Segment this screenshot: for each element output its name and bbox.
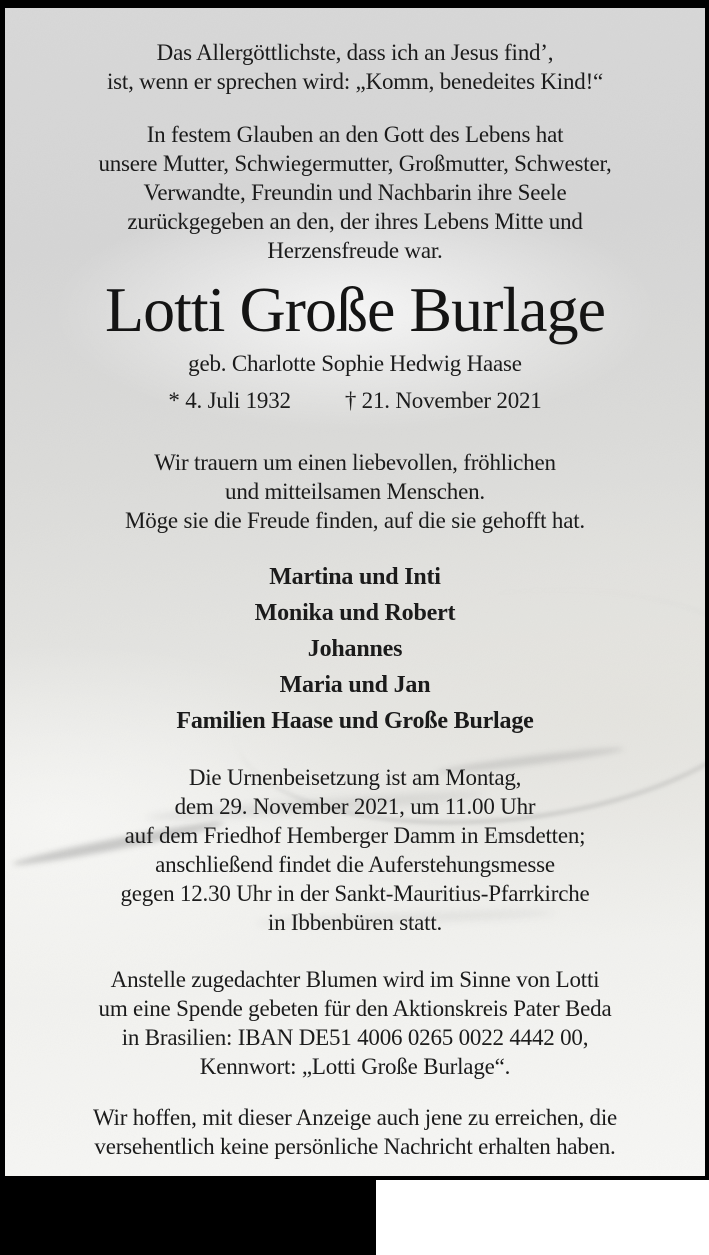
deceased-name: Lotti Große Burlage [105,274,605,345]
obituary-content [5,8,705,1161]
mourner-name: Monika und Robert [254,600,456,626]
funeral-line: anschließend findet die Auferstehungsmesse [155,852,555,877]
donation-line: Anstelle zugedachter Blumen wird im Sinne von Lotti [110,967,600,992]
intro-line: unsere Mutter, Schwiegermutter, Großmutter, Schwester, [98,151,612,176]
life-dates [5,386,705,415]
scan-black-block [0,1180,376,1255]
donation-line: in Brasilien: IBAN DE51 4006 0265 0022 4442 00, [121,1025,589,1050]
donation-request [5,965,705,1081]
donation-line: um eine Spende gebeten für den Aktionskreis Pater Beda [98,996,612,1021]
mourners-list [5,559,705,739]
mourner-name: Maria und Jan [279,672,431,698]
funeral-line: gegen 12.30 Uhr in der Sankt-Mauritius-Pfarrkirche [120,881,590,906]
mourning-line: und mitteilsamen Menschen. [225,479,485,504]
intro-line: In festem Glauben an den Gott des Lebens hat [146,122,564,147]
birth-date: * 4. Juli 1932 [168,388,291,413]
mourner-name: Johannes [307,636,403,662]
intro-line: Verwandte, Freundin und Nachbarin ihre Seele [143,180,567,205]
intro-paragraph [5,120,705,265]
mourning-line: Möge sie die Freude finden, auf die sie gehofft hat. [125,508,585,533]
funeral-line: in Ibbenbüren statt. [267,910,443,935]
epigraph-line: ist, wenn er sprechen wird: „Komm, benedeites Kind!“ [106,69,604,94]
closing-note [5,1103,705,1161]
funeral-line: Die Urnenbeisetzung ist am Montag, [188,765,522,790]
funeral-line: dem 29. November 2021, um 11.00 Uhr [174,794,536,819]
scan-bottom-area [0,1180,709,1255]
intro-line: Herzensfreude war. [267,238,443,263]
mourner-name: Familien Haase und Große Burlage [176,708,534,734]
intro-line: zurückgegeben an den, der ihres Lebens Mitte und [127,209,583,234]
mourning-paragraph [5,448,705,535]
death-date: † 21. November 2021 [344,388,542,413]
mourning-line: Wir trauern um einen liebevollen, fröhlichen [154,450,556,475]
mourner-name: Martina und Inti [269,564,441,590]
closing-line: Wir hoffen, mit dieser Anzeige auch jene zu erreichen, die [92,1105,618,1130]
funeral-line: auf dem Friedhof Hemberger Damm in Emsdetten; [124,823,586,848]
epigraph [5,38,705,96]
funeral-details [5,763,705,937]
donation-line: Kennwort: „Lotti Große Burlage“. [199,1054,511,1079]
epigraph-line: Das Allergöttlichste, dass ich an Jesus find’, [156,40,554,65]
obituary-paper [5,8,705,1176]
birth-name: geb. Charlotte Sophie Hedwig Haase [188,351,522,376]
closing-line: versehentlich keine persönliche Nachricht erhalten haben. [94,1134,616,1159]
